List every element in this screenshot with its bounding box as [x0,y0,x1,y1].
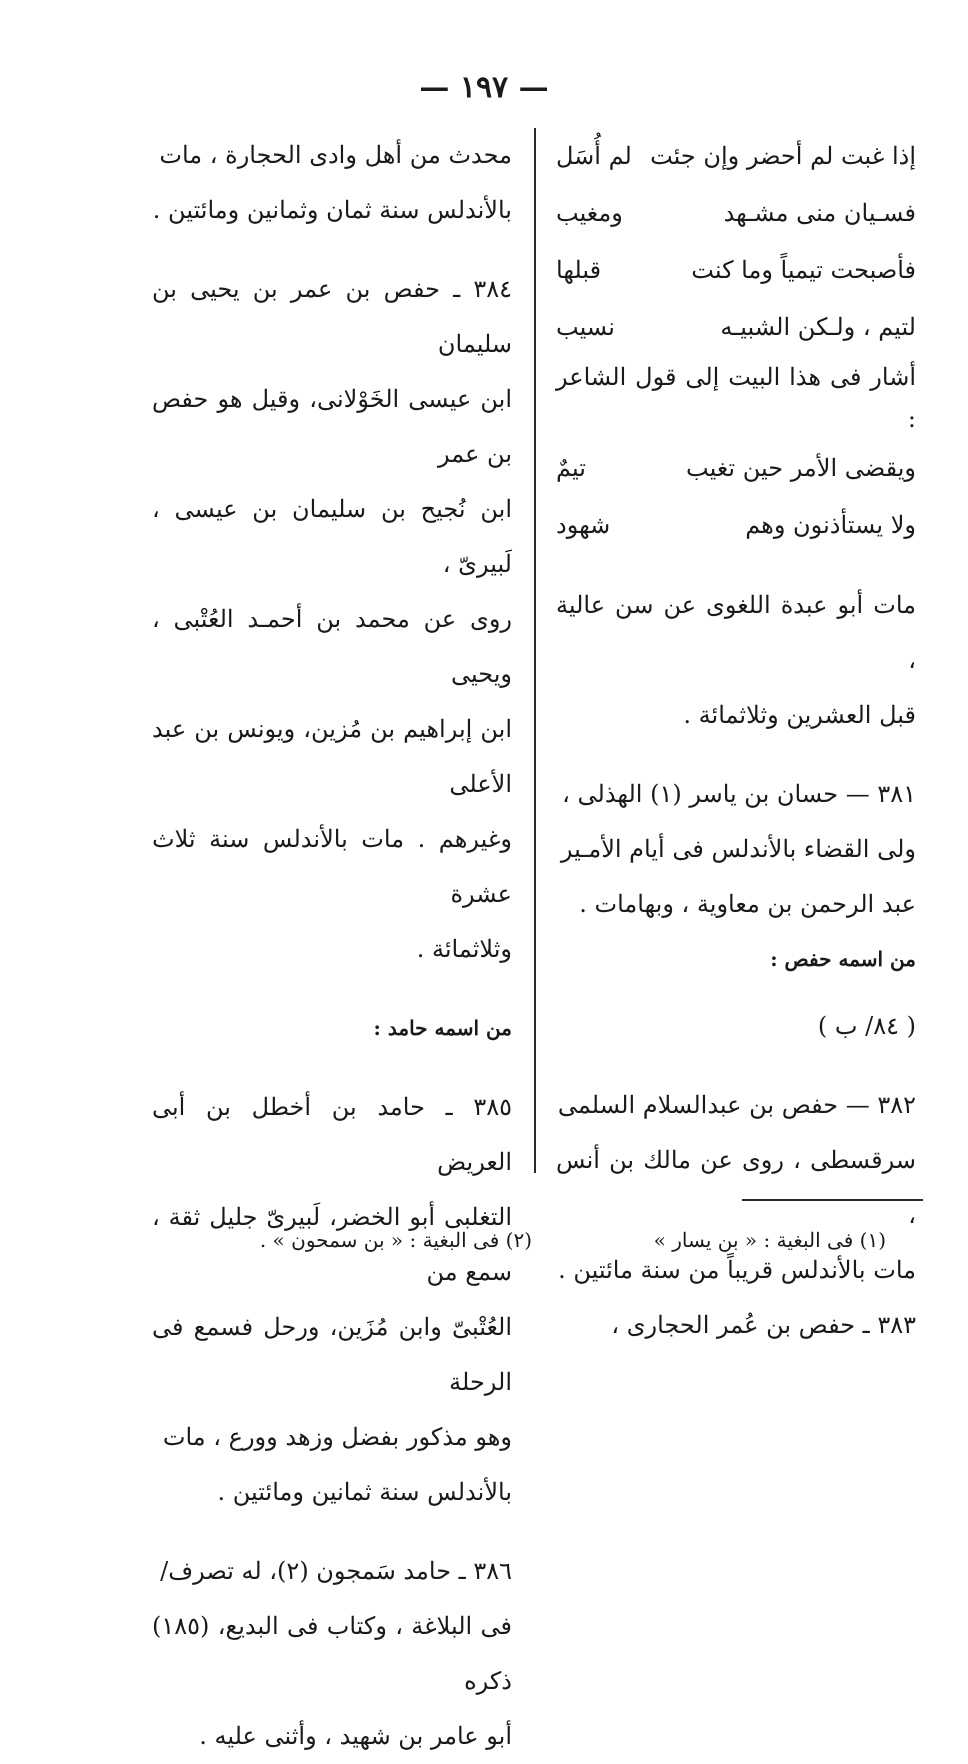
entry-383-line: ٣٨٣ ـ حفص بن عُمر الحجارى ، [611,1311,916,1339]
verse-hemistich: ويقضى الأمر حين تغيب [686,454,916,482]
verse-hemistich: فأصبحت تيمياً وما كنت [691,256,916,284]
verse-hemistich: ومغيب [556,199,623,227]
entry-386-line: فى البلاغة ، وكتاب فى البديع، (١٨٥) ذكره [152,1612,512,1695]
footnote-rule [742,1199,923,1201]
entry-384-line: روى عن محمد بن أحمـد العُتْبى ، ويحيى [152,605,512,688]
verse-line [556,242,916,299]
verse-hemistich: لم أُسَل [556,142,632,170]
verse-hemistich: لتيم ، ولـكن الشبيـه [720,313,916,341]
entry-386-line: ٣٨٦ ـ حامد سَمجون (٢)، له تصرف/ [160,1557,512,1585]
entry-382-line: سرقسطى ، روى عن مالك بن أنس ، [556,1146,916,1229]
entry-384-line: وغيرهم . مات بالأندلس سنة ثلاث عشرة [152,825,512,908]
left-column [152,128,512,1764]
entry-386-line: أبو عامر بن شهيد ، وأثنى عليه . [199,1722,512,1750]
entry-382-line: مات بالأندلس قريباً من سنة مائتين . [558,1256,916,1284]
footnote-1: (١) فى البغية : « بن يسار » [653,1228,886,1252]
section-heading-hamid: من اسمه حامد : [373,1016,512,1040]
continuation-line: بالأندلس سنة ثمان وثمانين ومائتين . [152,196,512,224]
folio-marker: ( ٨٤/ ب ) [817,1012,916,1040]
verse-hemistich: ولا يستأذنون وهم [745,511,916,539]
entry-384-line: ابن نُجيح بن سليمان بن عيسى ، لَبيرىّ ، [152,495,512,578]
column-divider [534,128,536,1173]
entry-382-line: ٣٨٢ — حفص بن عبدالسلام السلمى [557,1091,916,1119]
page-number: — ١٩٧ — [419,70,549,105]
verse-hemistich: تيمٌ [556,454,586,482]
verse-hemistich: إذا غبت لم أحضر وإن جئت [650,142,916,170]
footnote-2: (٢) فى البغية : « بن سمحون » . [259,1228,532,1252]
verse-hemistich: قبلها [556,256,602,284]
entry-385-line: بالأندلس سنة ثمانين ومائتين . [217,1478,512,1506]
entry-385-line: ٣٨٥ ـ حامد بن أخطل بن أبى العريض [152,1093,512,1176]
entry-384-line: ٣٨٤ ـ حفص بن عمر بن يحيى بن سليمان [152,275,512,358]
entry-381-line: ٣٨١ — حسان بن ياسر (١) الهذلى ، [562,780,916,808]
entry-384-line: ابن عيسى الخَوْلانى، وقيل هو حفص بن عمر [152,385,512,468]
entry-385-line: التغلبى أبو الخضر، لَبيرىّ جليل ثقة ، سمع من [152,1203,512,1286]
verse-hemistich: فسـيان منى مشـهد [723,199,916,227]
verse-line [556,185,916,242]
quote-verse-line [556,440,916,497]
entry-381-line: ولى القضاء بالأندلس فى أيام الأمـير [560,835,916,863]
section-heading-hafs: من اسمه حفص : [770,947,916,971]
verse-line [556,128,916,185]
continuation-line: محدث من أهل وادى الحجارة ، مات [159,141,512,169]
death-note-line: قبل العشرين وثلاثمائة . [683,701,916,729]
entry-384-line: ابن إبراهيم بن مُزين، ويونس بن عبد الأعلى [152,715,512,798]
verse-hemistich: شهود [556,511,611,539]
entry-385-line: وهو مذكور بفضل وزهد وورع ، مات [162,1423,512,1451]
right-column [556,128,916,1353]
quote-verse-line [556,497,916,554]
entry-385-line: العُتْبىّ وابن مُزَين، ورحل فسمع فى الرحلة [152,1313,512,1396]
allusion-intro: أشار فى هذا البيت إلى قول الشاعر : [556,363,916,433]
entry-384-line: وثلاثمائة . [416,935,512,963]
verse-line [556,299,916,356]
entry-381-line: عبد الرحمن بن معاوية ، وبهامات . [579,890,916,918]
verse-hemistich: نسيب [556,313,615,341]
death-note-line: مات أبو عبدة اللغوى عن سن عالية ، [556,591,916,674]
